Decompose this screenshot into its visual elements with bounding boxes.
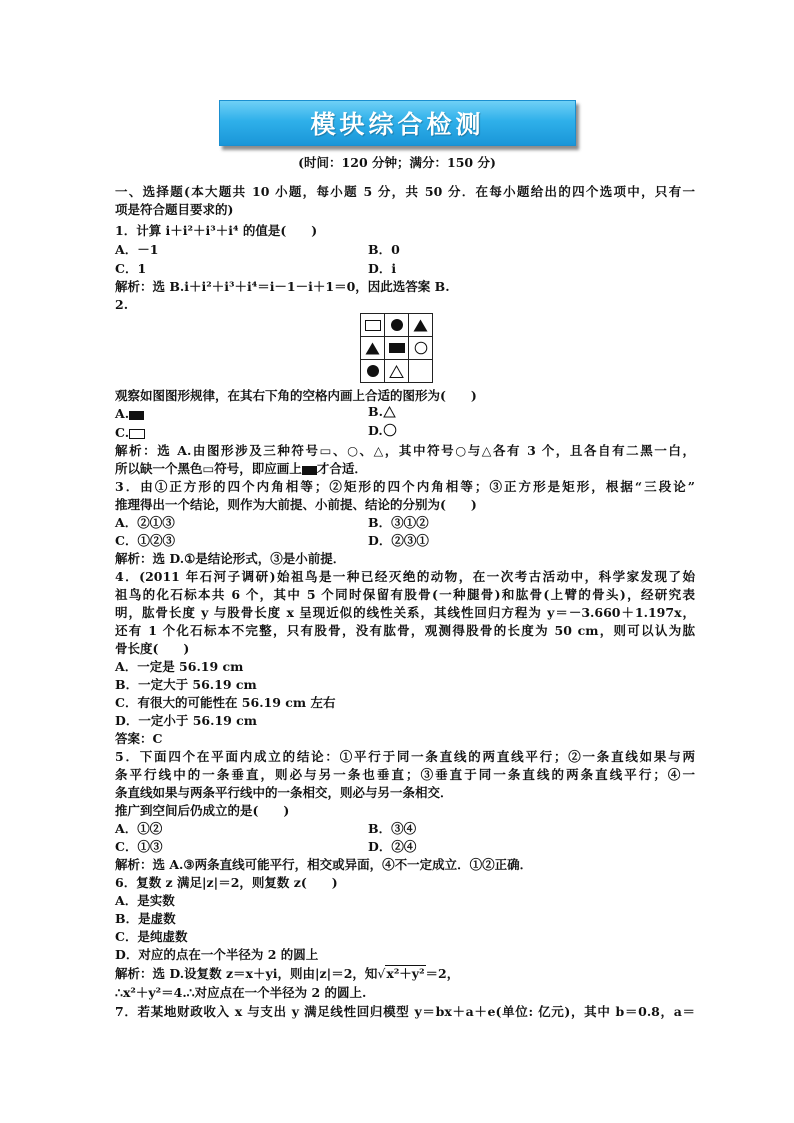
q1-option-b: B．0 — [368, 242, 400, 257]
q4-answer: 答案：C — [115, 731, 163, 746]
grid-cell — [409, 314, 433, 337]
q2-stem: 观察如图图形规律，在其右下角的空格内画上合适的图形为( ) — [115, 388, 477, 403]
white-rectangle-icon — [365, 320, 381, 331]
q5-option-c: C．①③ — [115, 839, 163, 854]
white-triangle-icon — [383, 406, 396, 418]
q5-option-b: B．③④ — [368, 821, 417, 836]
grid-cell — [361, 360, 385, 383]
q2-option-b-label: B. — [368, 404, 383, 419]
black-circle-icon — [366, 364, 380, 378]
q3-option-d: D．②③① — [368, 533, 429, 548]
black-rectangle-icon — [302, 466, 317, 475]
q4-stem-line4: 还有 1 个化石标本不完整，只有股骨，没有肱骨，观测得股骨的长度为 50 cm，则可以认为肱 — [115, 623, 695, 638]
q5-solution: 解析：选 A.③两条直线可能平行，相交或异面，④不一定成立．①②正确． — [115, 857, 533, 872]
q4-option-d: D．一定小于 56.19 cm — [115, 713, 258, 728]
black-rectangle-icon — [389, 343, 405, 353]
q4-stem-line2: 祖鸟的化石标本共 6 个，其中 5 个同时保留有股骨(一种腿骨)和肱骨(上臂的骨头)，经研究表 — [115, 587, 695, 602]
q1-option-d: D．i — [368, 261, 397, 276]
q6-solution-line2: ∴x²＋y²＝4.∴对应点在一个半径为 2 的圆上. — [115, 985, 367, 1000]
q5-option-a: A．①② — [115, 821, 163, 836]
q6-solution-line1 — [115, 965, 695, 983]
black-triangle-icon — [365, 342, 380, 355]
q6-option-c: C．是纯虚数 — [115, 929, 188, 944]
q2-option-b — [368, 403, 688, 421]
q1-option-c: C．1 — [115, 261, 147, 276]
q3-stem-line1: 3．由①正方形的四个内角相等；②矩形的四个内角相等；③正方形是矩形，根据“三段论” — [115, 479, 695, 494]
q6-solution-line1-a: 解析：选 D.设复数 z＝x＋yi，则由|z|＝2，知 — [115, 966, 378, 981]
q3-solution: 解析：选 D.①是结论形式，③是小前提． — [115, 551, 346, 566]
q4-stem-line1: 4．(2011 年石河子调研)始祖鸟是一种已经灭绝的动物，在一次考古活动中，科学家发现了始 — [115, 569, 695, 584]
grid-cell — [385, 337, 409, 360]
q2-solution-line2-b: 才合适． — [316, 461, 367, 476]
grid-cell — [385, 360, 409, 383]
q4-stem-line3: 明，肱骨长度 y 与股骨长度 x 呈现近似的线性关系，其线性回归方程为 y＝－3.660＋1.197x， — [115, 605, 695, 620]
q5-stem-line3: 条直线如果与两条平行线中的一条相交，则必与另一条相交． — [115, 785, 453, 800]
black-circle-icon — [390, 318, 404, 332]
q1-stem: 1．计算 i＋i²＋i³＋i⁴ 的值是( ) — [115, 223, 318, 238]
q3-option-a: A．②①③ — [115, 515, 175, 530]
page-title: 模块综合检测 — [310, 110, 485, 139]
q6-solution-line1-b: ＝2， — [425, 966, 460, 981]
q5-stem-line4: 推广到空间后仍成立的是( ) — [115, 803, 290, 818]
q3-option-b: B．③①② — [368, 515, 429, 530]
q6-option-a: A．是实数 — [115, 893, 175, 908]
q2-option-a-label: A. — [115, 406, 130, 421]
grid-cell-empty — [409, 360, 433, 383]
q3-option-c: C．①②③ — [115, 533, 175, 548]
q3-stem-line2: 推理得出一个结论，则作为大前提、小前提、结论的分别为( ) — [115, 497, 477, 512]
white-triangle-icon — [389, 365, 404, 378]
q5-option-d: D．②④ — [368, 839, 417, 854]
q2-solution-line1: 解析：选 A.由图形涉及三种符号▭、○、△，其中符号○与△各有 3 个，且各自有二黑一白， — [115, 443, 695, 458]
grid-cell — [385, 314, 409, 337]
q2-solution-line2-a: 所以缺一个黑色▭符号，即应画上 — [115, 461, 302, 476]
q1-solution: 解析：选 B.i＋i²＋i³＋i⁴＝i－1－i＋1＝0，因此选答案 B. — [115, 279, 450, 294]
q2-option-c-label: C. — [115, 425, 130, 440]
q5-stem-line1: 5．下面四个在平面内成立的结论：①平行于同一条直线的两直线平行；②一条直线如果与两 — [115, 749, 695, 764]
q7-stem-line1: 7．若某地财政收入 x 与支出 y 满足线性回归模型 y＝bx＋a＋e(单位: 亿元)，其中 b＝0.8，a＝ — [115, 1004, 695, 1019]
black-rectangle-icon — [129, 411, 144, 420]
q4-option-a: A．一定是 56.19 cm — [115, 659, 244, 674]
grid-cell — [409, 337, 433, 360]
q6-option-b: B．是虚数 — [115, 911, 176, 926]
q6-stem: 6．复数 z 满足|z|＝2，则复数 z( ) — [115, 875, 338, 890]
q2-figure-grid — [360, 313, 433, 383]
white-rectangle-icon — [129, 429, 145, 439]
section-heading-line1: 一、选择题(本大题共 10 小题，每小题 5 分，共 50 分．在每小题给出的四个选项中，只有一 — [115, 184, 695, 199]
grid-cell — [361, 314, 385, 337]
q2-option-d-label: D. — [368, 423, 383, 438]
q4-stem-line5: 骨长度( ) — [115, 641, 190, 656]
title-banner — [219, 100, 576, 146]
grid-cell — [361, 337, 385, 360]
sqrt-icon: √ — [377, 966, 386, 981]
q2-number: 2. — [115, 297, 129, 312]
q6-option-d: D．对应的点在一个半径为 2 的圆上 — [115, 947, 319, 962]
section-heading-line2: 项是符合题目要求的) — [115, 202, 234, 217]
q6-radicand: x²＋y² — [386, 966, 425, 981]
white-circle-icon — [383, 423, 397, 437]
q4-option-b: B．一定大于 56.19 cm — [115, 677, 257, 692]
q5-stem-line2: 条平行线中的一条垂直，则必与另一条也垂直；③垂直于同一条直线的两条直线平行；④一 — [115, 767, 695, 782]
black-triangle-icon — [413, 319, 428, 332]
q2-option-d — [368, 422, 688, 440]
q4-option-c: C．有很大的可能性在 56.19 cm 左右 — [115, 695, 336, 710]
exam-info: (时间：120 分钟；满分：150 分) — [298, 155, 496, 170]
q1-option-a: A．－1 — [115, 242, 159, 257]
q2-solution-line2 — [115, 460, 695, 478]
white-circle-icon — [414, 341, 428, 355]
